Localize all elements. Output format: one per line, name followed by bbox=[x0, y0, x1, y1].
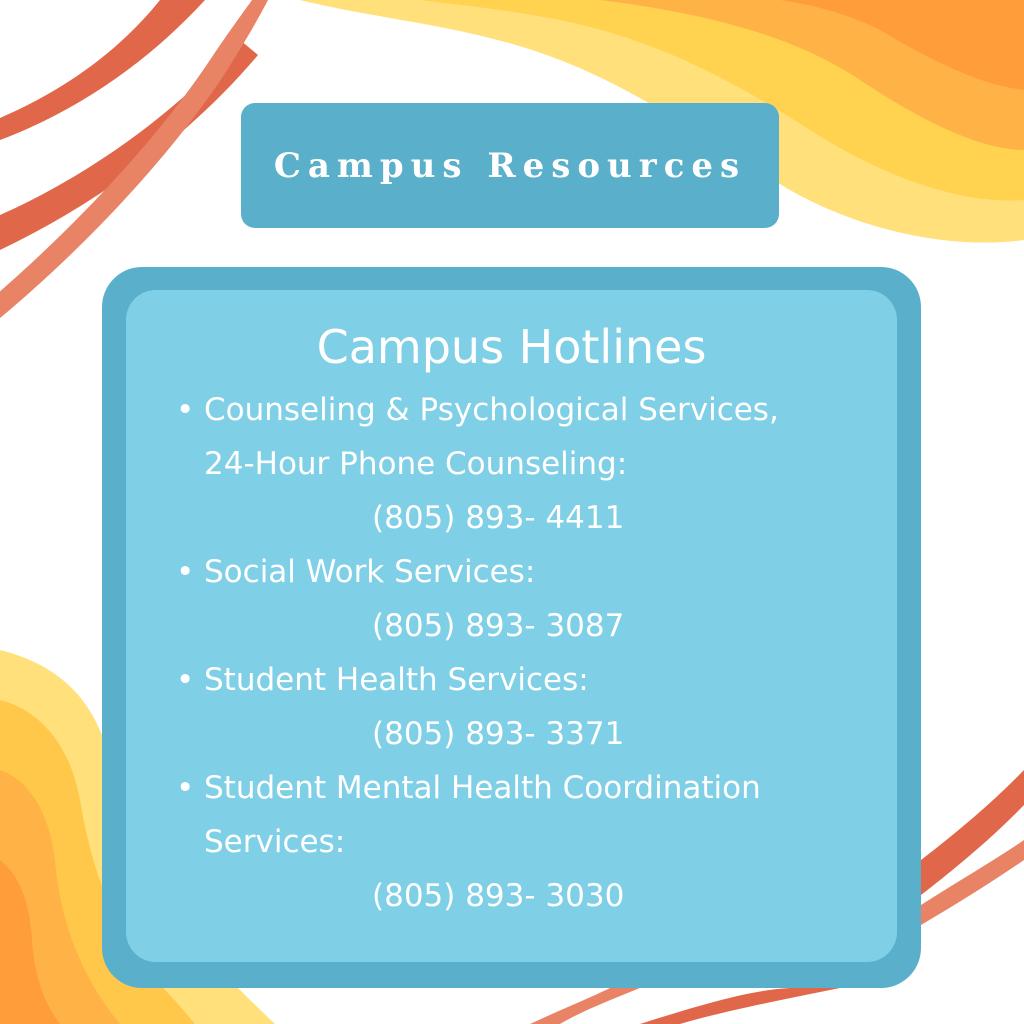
hotline-phone-number: (805) 893- 4411 bbox=[372, 500, 625, 536]
hotline-item-counseling bbox=[176, 383, 876, 545]
hotline-label-continued: 24-Hour Phone Counseling: bbox=[204, 446, 628, 482]
hotline-label: Social Work Services: bbox=[204, 554, 536, 590]
hotline-phone-number: (805) 893- 3087 bbox=[372, 608, 625, 644]
bullet-icon: • bbox=[176, 662, 195, 698]
hotline-item-social-work bbox=[176, 545, 876, 653]
hotline-label: Counseling & Psychological Services, bbox=[204, 392, 779, 428]
bottom-right-swoosh-3 bbox=[640, 988, 840, 1024]
bullet-icon: • bbox=[176, 554, 195, 590]
hotlines-heading: Campus Hotlines bbox=[316, 320, 707, 374]
hotlines-list bbox=[176, 383, 876, 923]
title-banner bbox=[241, 103, 779, 228]
page-title: Campus Resources bbox=[273, 145, 747, 186]
bullet-icon: • bbox=[176, 392, 195, 428]
hotline-label-continued: Services: bbox=[204, 824, 346, 860]
hotline-phone-number: (805) 893- 3371 bbox=[372, 716, 625, 752]
bottom-right-swoosh-4 bbox=[530, 988, 640, 1024]
hotline-phone-number: (805) 893- 3030 bbox=[372, 878, 625, 914]
bullet-icon: • bbox=[176, 770, 195, 806]
hotline-label: Student Health Services: bbox=[204, 662, 589, 698]
hotline-item-student-health bbox=[176, 653, 876, 761]
hotline-label: Student Mental Health Coordination bbox=[204, 770, 761, 806]
hotline-item-mental-health bbox=[176, 761, 876, 923]
